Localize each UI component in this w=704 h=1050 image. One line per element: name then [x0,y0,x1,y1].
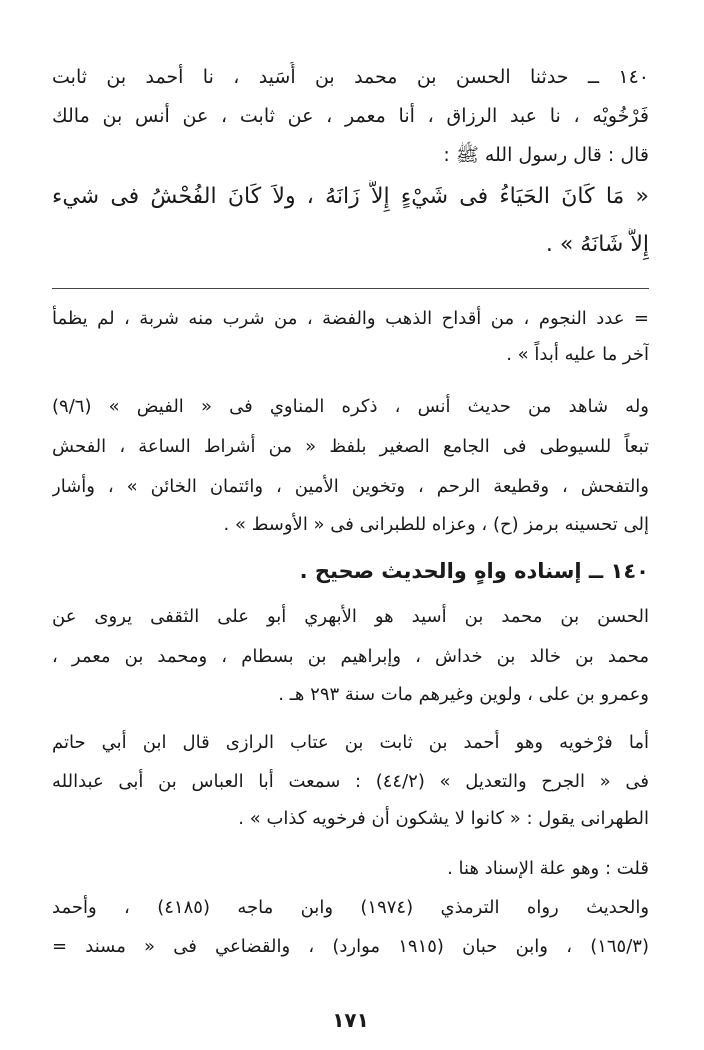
book-page [52,0,649,1050]
commentary-line: أما فرْخويه وهو أحمد بن ثابت بن عتاب الرازى قال ابن أبي حاتم [52,732,649,753]
hadith-line: إِلاَّ شَانَهُ » . [545,232,649,257]
note-line: والتفحش ، وقطيعة الرحم ، وتخوين الأمين ، وائتمان الخائن » ، وأشار [52,476,649,497]
commentary-line: (١٦٥/٣) ، وابن حبان (١٩١٥ موارد) ، والقضاعي فى « مسند = [52,936,649,957]
hadith-line: ١٤٠ ــ حدثنا الحسن بن محمد بن أُسَيد ، نا أحمد بن ثابت [52,66,649,88]
commentary-line: الطهرانى يقول : « كانوا لا يشكون أن فرخويه كذاب » . [238,808,649,829]
commentary-line: فى « الجرح والتعديل » (٤٤/٢) : سمعت أبا العباس بن أبى عبدالله [52,771,649,792]
commentary-line: الحسن بن محمد بن أسيد هو الأبهري أبو على الثقفى يروى عن [52,606,649,627]
note-line: وله شاهد من حديث أنس ، ذكره المناوي فى « الفيض » (٩/٦) [52,396,649,417]
hadith-line: فَرْخُويْه ، نا عبد الرزاق ، أنا معمر ، عن ثابت ، عن أنس بن مالك [52,105,649,127]
hadith-line: قال : قال رسول الله ﷺ : [443,144,649,166]
footnote-line: آخر ما عليه أبداً » . [506,344,649,365]
footnote-line: = عدد النجوم ، من أقداح الذهب والفضة ، من شرب منه شربة ، لم يظمأ [52,308,649,329]
note-line: تبعاً للسيوطى فى الجامع الصغير بلفظ « من أشراط الساعة ، الفحش [52,436,649,457]
note-line: إلى تحسينه برمز (ح) ، وعزاه للطبرانى فى « الأوسط » . [223,514,649,535]
commentary-line: وعمرو بن على ، ولوين وغيرهم مات سنة ٢٩٣ هـ . [278,684,649,705]
section-heading: ١٤٠ ــ إسناده واهٍ والحديث صحيح . [299,559,649,583]
hadith-line: « مَا كَانَ الحَيَاءُ فى شَيْءٍ إِلاَّ زَانَهُ ، ولاَ كَانَ الفُحْشُ فى شيء [52,184,649,209]
commentary-line: محمد بن خالد بن خداش ، وإبراهيم بن بسطام ، ومحمد بن معمر ، [52,646,649,667]
footnote-divider [52,288,649,289]
commentary-line: والحديث رواه الترمذي (١٩٧٤) وابن ماجه (٤١٨٥) ، وأحمد [52,897,649,918]
commentary-line: قلت : وهو علة الإسناد هنا . [447,858,649,879]
page-number: ١٧١ [332,1008,369,1032]
